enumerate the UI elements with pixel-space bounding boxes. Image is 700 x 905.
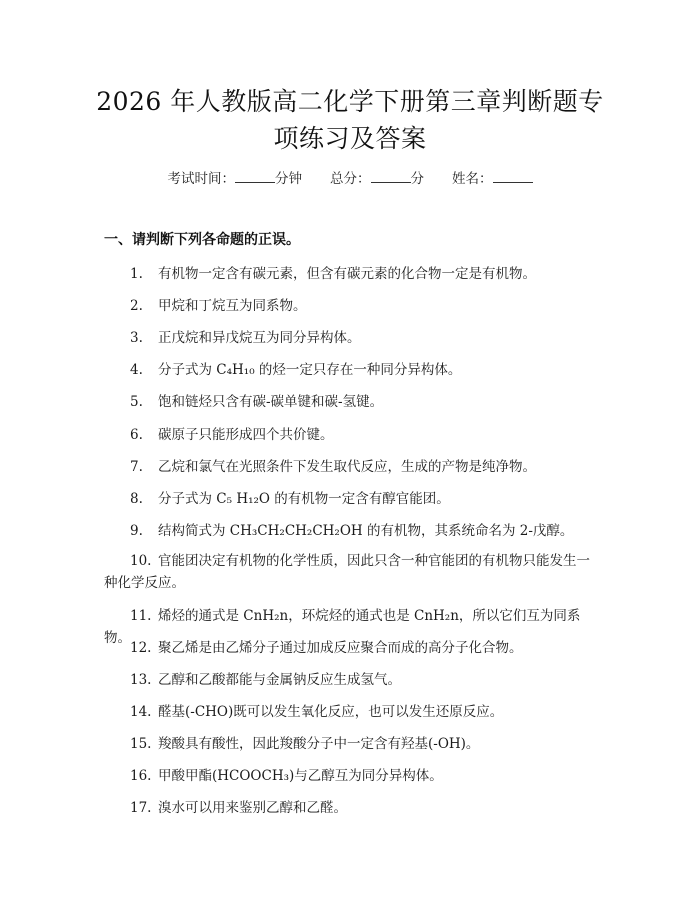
question-item (104, 263, 598, 285)
exam-meta-line (0, 168, 700, 189)
question-text: 羧酸具有酸性，因此羧酸分子中一定含有羟基(-OH)。 (158, 736, 480, 752)
question-item (104, 424, 598, 446)
question-number: 12. (130, 640, 152, 656)
question-item (104, 550, 598, 594)
question-number: 16. (130, 768, 152, 784)
student-name-blank (493, 168, 533, 183)
question-number: 15. (130, 736, 152, 752)
question-text: 结构简式为 CH₃CH₂CH₂CH₂OH 的有机物，其系统命名为 2-戊醇。 (158, 523, 574, 539)
question-item (104, 669, 598, 691)
question-item (104, 701, 598, 723)
question-number: 1. (130, 266, 143, 282)
section-heading: 一、请判断下列各命题的正误。 (104, 232, 300, 248)
question-number: 13. (130, 672, 152, 688)
student-name-label: 姓名： (452, 171, 493, 187)
question-text: 正戊烷和异戊烷互为同分异构体。 (158, 330, 361, 346)
question-text: 乙醇和乙酸都能与金属钠反应生成氢气。 (158, 672, 401, 688)
question-number: 5. (130, 394, 143, 410)
question-number: 11. (130, 608, 152, 624)
total-score-unit: 分 (410, 171, 424, 187)
question-text: 碳原子只能形成四个共价键。 (158, 427, 334, 443)
question-number: 9. (130, 523, 143, 539)
question-item (104, 797, 598, 819)
question-number: 7. (130, 459, 143, 475)
question-item (104, 488, 598, 510)
question-item (104, 456, 598, 478)
question-item (104, 637, 598, 659)
question-number: 3. (130, 330, 143, 346)
question-item (104, 327, 598, 349)
question-text: 醛基(-CHO)既可以发生氧化反应，也可以发生还原反应。 (158, 704, 504, 720)
document-title-line-1: 2026 年人教版高二化学下册第三章判断题专 (96, 87, 604, 116)
question-item (104, 765, 598, 787)
question-text: 官能团决定有机物的化学性质，因此只含一种官能团的有机物只能发生一种化学反应。 (104, 553, 590, 591)
total-score-label: 总分： (330, 171, 371, 187)
question-number: 17. (130, 800, 152, 816)
total-score-blank (371, 168, 411, 183)
question-text: 分子式为 C₄H₁₀ 的烃一定只存在一种同分异构体。 (158, 362, 462, 378)
question-number: 8. (130, 491, 143, 507)
question-text: 甲烷和丁烷互为同系物。 (158, 298, 307, 314)
exam-time-label: 考试时间： (167, 171, 235, 187)
question-item (104, 391, 598, 413)
question-text: 乙烷和氯气在光照条件下发生取代反应，生成的产物是纯净物。 (158, 459, 536, 475)
question-number: 4. (130, 362, 143, 378)
exam-time-blank (235, 168, 275, 183)
question-number: 6. (130, 427, 143, 443)
question-item (104, 359, 598, 381)
exam-time-unit: 分钟 (275, 171, 302, 187)
question-text: 聚乙烯是由乙烯分子通过加成反应聚合而成的高分子化合物。 (158, 640, 523, 656)
question-number: 10. (130, 553, 152, 569)
question-item (104, 295, 598, 317)
question-text: 甲酸甲酯(HCOOCH₃)与乙醇互为同分异构体。 (158, 768, 443, 784)
question-text: 饱和链烃只含有碳-碳单键和碳-氢键。 (158, 394, 384, 410)
question-number: 14. (130, 704, 152, 720)
question-text: 烯烃的通式是 CnH₂n，环烷烃的通式也是 CnH₂n，所以它们互为同系物。 (104, 608, 581, 646)
question-text: 有机物一定含有碳元素，但含有碳元素的化合物一定是有机物。 (158, 266, 536, 282)
question-item (104, 733, 598, 755)
question-text: 分子式为 C₅ H₁₂O 的有机物一定含有醇官能团。 (158, 491, 450, 507)
question-item (104, 520, 598, 542)
question-text: 溴水可以用来鉴别乙醇和乙醛。 (158, 800, 347, 816)
question-number: 2. (130, 298, 143, 314)
document-title-line-2: 项练习及答案 (273, 124, 427, 153)
